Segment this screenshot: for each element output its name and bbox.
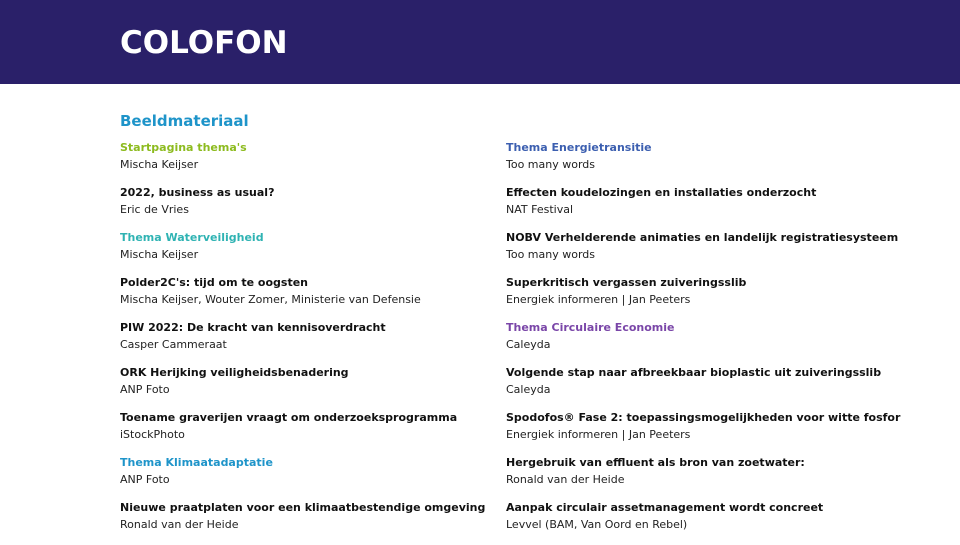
credit-text: Too many words xyxy=(506,248,596,261)
credit-entry xyxy=(120,230,490,275)
article-title: Superkritisch vergassen zuiveringsslib xyxy=(506,276,747,289)
credit-entry xyxy=(120,455,490,500)
credit-text: Ronald van der Heide xyxy=(506,473,625,486)
credit-entry xyxy=(506,275,926,320)
credit-text: Caleyda xyxy=(506,338,551,351)
credit-text: Mischa Keijser, Wouter Zomer, Ministerie van Defensie xyxy=(120,293,421,306)
credit-text: Energiek informeren | Jan Peeters xyxy=(506,428,691,441)
article-title: Polder2C's: tijd om te oogsten xyxy=(120,276,309,289)
credit-entry xyxy=(120,365,490,410)
theme-heading: Startpagina thema's xyxy=(120,141,247,154)
credit-entry xyxy=(506,500,926,545)
credit-entry xyxy=(120,500,490,545)
credit-entry xyxy=(506,410,926,455)
credit-entry xyxy=(120,320,490,365)
article-title: Volgende stap naar afbreekbaar bioplastic uit zuiveringsslib xyxy=(506,366,882,379)
article-title: Effecten koudelozingen en installaties onderzocht xyxy=(506,186,817,199)
article-title: ORK Herijking veiligheidsbenadering xyxy=(120,366,349,379)
article-title: Nieuwe praatplaten voor een klimaatbestendige omgeving xyxy=(120,501,486,514)
credit-text: Levvel (BAM, Van Oord en Rebel) xyxy=(506,518,688,531)
credit-entry xyxy=(506,230,926,275)
credit-entry xyxy=(120,275,490,320)
credit-text: Caleyda xyxy=(506,383,551,396)
credit-text: Eric de Vries xyxy=(120,203,189,216)
credit-text: Casper Cammeraat xyxy=(120,338,227,351)
right-column xyxy=(506,140,926,545)
credit-entry xyxy=(120,410,490,455)
credit-text: ANP Foto xyxy=(120,383,170,396)
article-title: Aanpak circulair assetmanagement wordt concreet xyxy=(506,501,824,514)
article-title: PIW 2022: De kracht van kennisoverdracht xyxy=(120,321,386,334)
credit-text: ANP Foto xyxy=(120,473,170,486)
credit-text: Mischa Keijser xyxy=(120,158,199,171)
credit-text: Too many words xyxy=(506,158,596,171)
credit-entry xyxy=(506,320,926,365)
credit-text: Mischa Keijser xyxy=(120,248,199,261)
credit-text: iStockPhoto xyxy=(120,428,185,441)
left-column xyxy=(120,140,490,545)
credit-entry xyxy=(120,185,490,230)
article-title: Toename graverijen vraagt om onderzoeksprogramma xyxy=(120,411,458,424)
credit-entry xyxy=(120,140,490,185)
theme-heading: Thema Waterveiligheid xyxy=(120,231,264,244)
section-title: Beeldmateriaal xyxy=(120,112,249,130)
page-title: COLOFON xyxy=(120,25,288,61)
credit-entry xyxy=(506,365,926,410)
credit-entry xyxy=(506,455,926,500)
article-title: NOBV Verhelderende animaties en landelijk registratiesysteem xyxy=(506,231,899,244)
theme-heading: Thema Klimaatadaptatie xyxy=(120,456,273,469)
article-title: Hergebruik van effluent als bron van zoetwater: xyxy=(506,456,805,469)
header-banner xyxy=(0,0,960,84)
theme-heading: Thema Circulaire Economie xyxy=(506,321,675,334)
credit-text: Ronald van der Heide xyxy=(120,518,239,531)
credit-text: NAT Festival xyxy=(506,203,574,216)
credit-entry xyxy=(506,140,926,185)
article-title: Spodofos® Fase 2: toepassingsmogelijkheden voor witte fosfor xyxy=(506,411,901,424)
article-title: 2022, business as usual? xyxy=(120,186,275,199)
credit-text: Energiek informeren | Jan Peeters xyxy=(506,293,691,306)
credit-entry xyxy=(506,185,926,230)
theme-heading: Thema Energietransitie xyxy=(506,141,652,154)
